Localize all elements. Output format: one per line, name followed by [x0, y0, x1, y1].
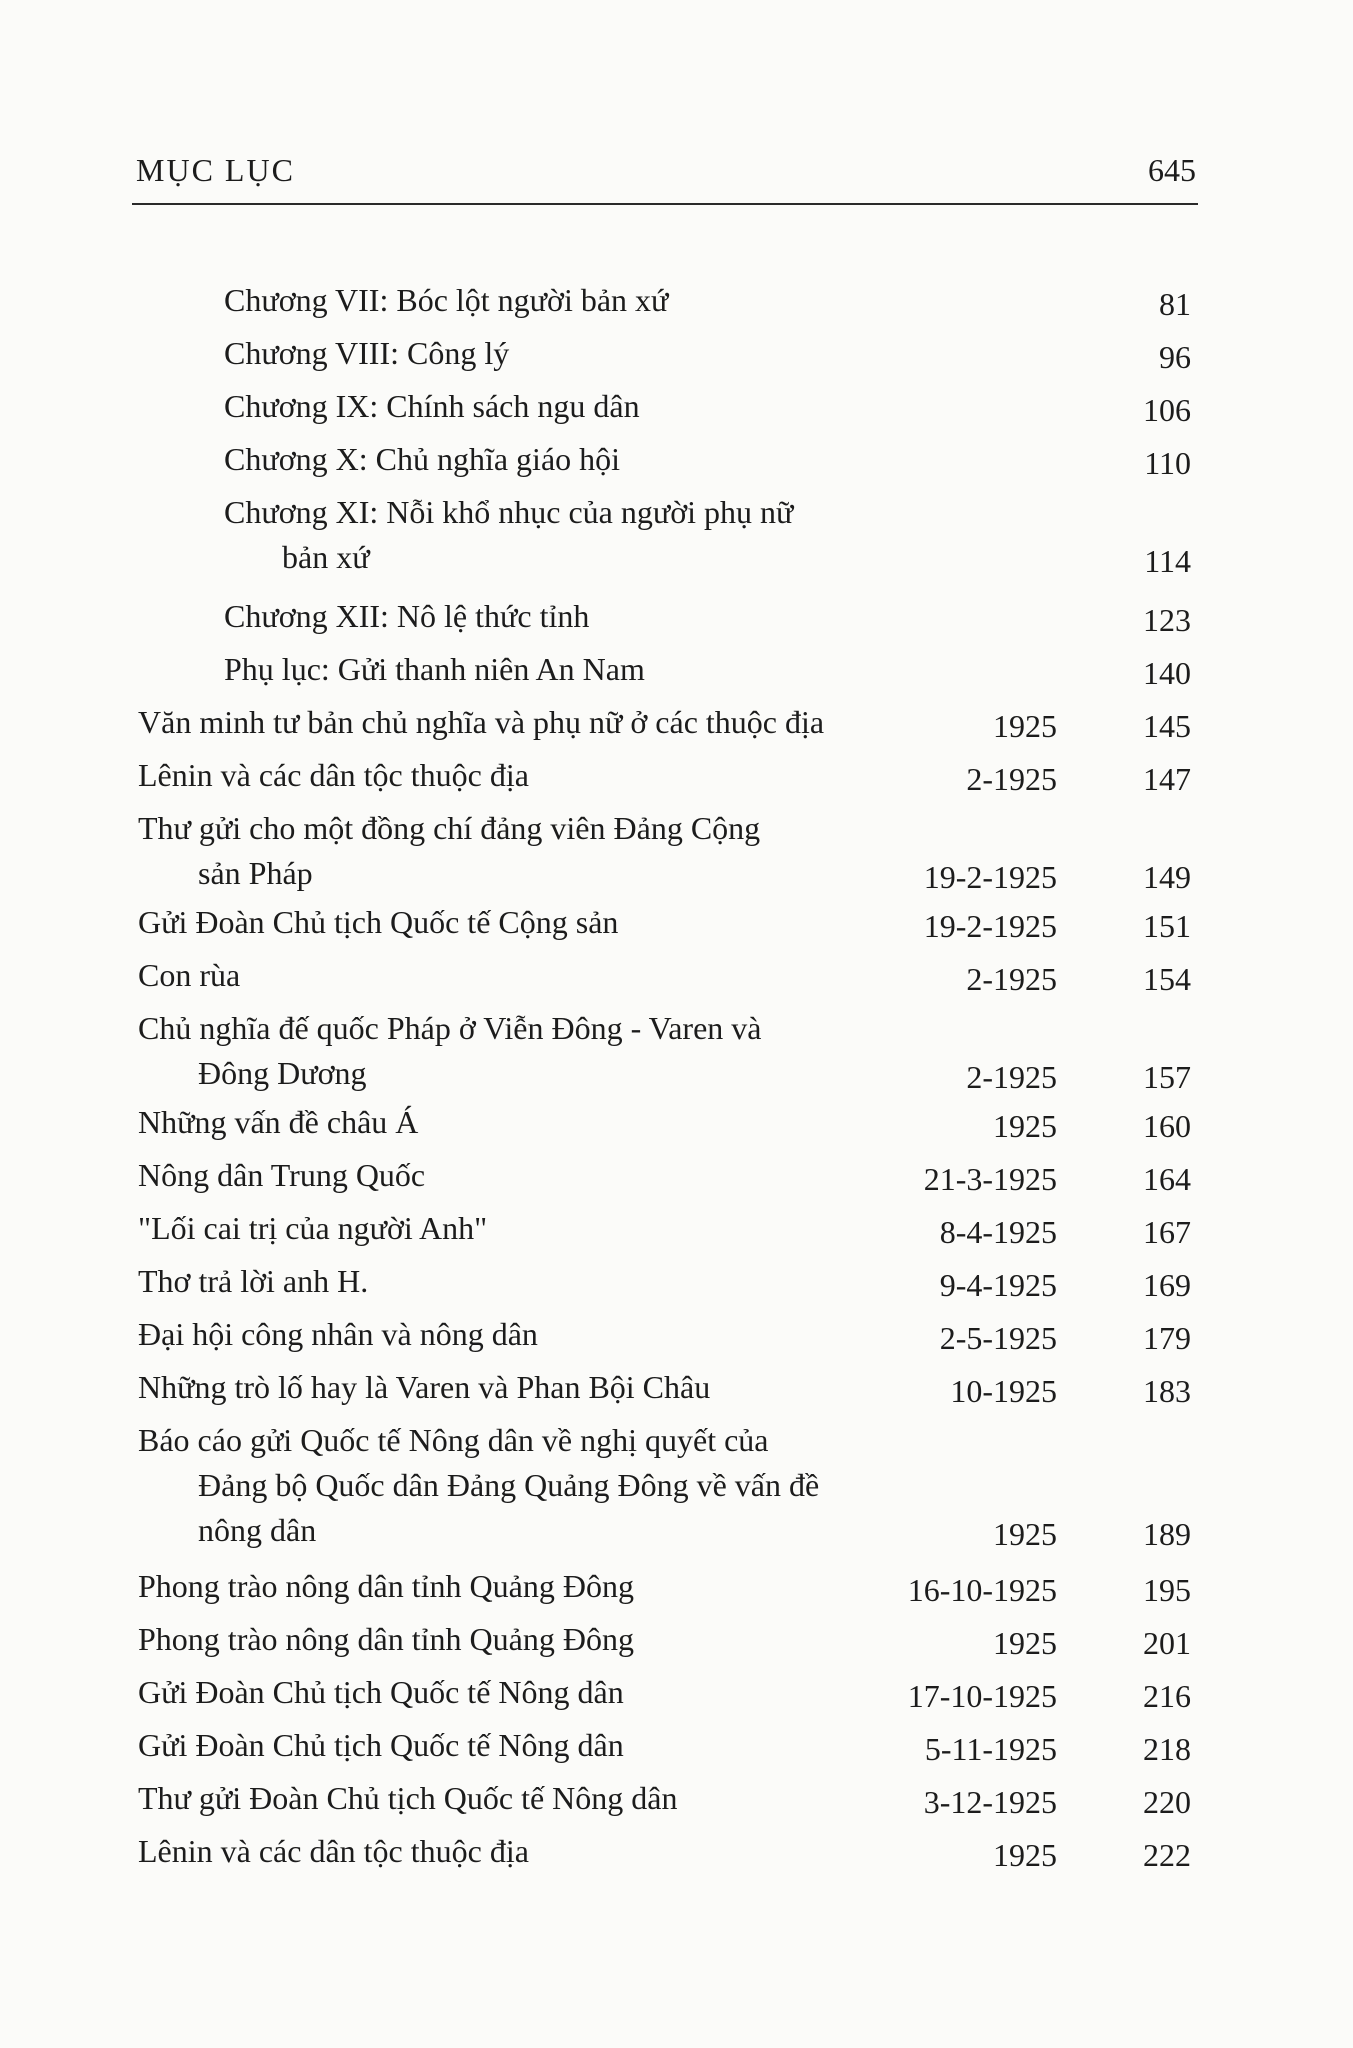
entry-title: [224, 490, 793, 580]
entry-page-number: 114: [1144, 543, 1191, 579]
entry-title: [224, 278, 668, 323]
entry-page-number: 157: [1143, 1059, 1191, 1095]
entry-title: [138, 953, 240, 998]
entry-title-line: Thơ trả lời anh H.: [138, 1263, 369, 1299]
entry-page-number: 81: [1159, 286, 1191, 322]
entry-title-line: Chương IX: Chính sách ngu dân: [224, 388, 640, 424]
entry-title-line: Chương VIII: Công lý: [224, 335, 510, 371]
entry-title: [138, 1259, 368, 1304]
entry-title: [138, 806, 760, 896]
entry-title: [138, 1564, 634, 1609]
entry-page-number: 167: [1143, 1214, 1191, 1250]
running-head: [136, 152, 1196, 202]
entry-title: [224, 594, 589, 639]
entry-page-number: 160: [1143, 1108, 1191, 1144]
entry-title-line: Chủ nghĩa đế quốc Pháp ở Viễn Đông - Varen và: [138, 1010, 762, 1046]
entry-page-number: 195: [1143, 1572, 1191, 1608]
entry-date: 2-1925: [966, 1059, 1057, 1095]
entry-date: 1925: [993, 1108, 1057, 1144]
header-rule: [132, 203, 1198, 205]
entry-title-line: Gửi Đoàn Chủ tịch Quốc tế Nông dân: [138, 1727, 624, 1763]
entry-title: [138, 1776, 677, 1821]
entry-page-number: 145: [1143, 708, 1191, 744]
entry-date: 17-10-1925: [907, 1678, 1057, 1714]
entry-page-number: 222: [1143, 1837, 1191, 1873]
entry-date: 1925: [993, 1625, 1057, 1661]
entry-title: [224, 437, 620, 482]
entry-title-line: Lênin và các dân tộc thuộc địa: [138, 1833, 529, 1869]
entry-date: 9-4-1925: [939, 1267, 1057, 1303]
entry-title: [138, 1723, 624, 1768]
entry-title: [138, 1006, 761, 1096]
entry-date: 10-1925: [950, 1373, 1057, 1409]
entry-title: [224, 647, 645, 692]
entry-page-number: 154: [1143, 961, 1191, 997]
entry-page-number: 216: [1143, 1678, 1191, 1714]
entry-date: 3-12-1925: [923, 1784, 1057, 1820]
entry-title: [224, 331, 509, 376]
entry-title-line: Phong trào nông dân tỉnh Quảng Đông: [138, 1621, 634, 1657]
entry-title: [138, 900, 618, 945]
entry-title: [138, 1617, 634, 1662]
entry-date: 2-1925: [966, 961, 1057, 997]
entry-date: 2-5-1925: [939, 1320, 1057, 1356]
entry-title-line: Con rùa: [138, 957, 241, 993]
entry-title-line: Những vấn đề châu Á: [138, 1104, 419, 1140]
entry-date: 2-1925: [966, 761, 1057, 797]
entry-title-line: Chương XII: Nô lệ thức tỉnh: [224, 598, 590, 634]
entry-date: 19-2-1925: [923, 859, 1057, 895]
entry-title-line: "Lối cai trị của người Anh": [138, 1210, 488, 1246]
entry-title-line: Báo cáo gửi Quốc tế Nông dân về nghị quyết của: [138, 1422, 769, 1458]
entry-title-continuation: Đông Dương: [198, 1055, 367, 1091]
entry-title-line: Chương VII: Bóc lột người bản xứ: [224, 282, 669, 318]
entry-title-continuation: bản xứ: [282, 539, 370, 575]
entry-page-number: 179: [1143, 1320, 1191, 1356]
running-title: MỤC LỤC: [136, 152, 295, 188]
entry-title-line: Gửi Đoàn Chủ tịch Quốc tế Cộng sản: [138, 904, 619, 940]
entry-date: 1925: [993, 708, 1057, 744]
entry-title-line: Nông dân Trung Quốc: [138, 1157, 426, 1193]
entry-page-number: 164: [1143, 1161, 1191, 1197]
entry-title-line: Gửi Đoàn Chủ tịch Quốc tế Nông dân: [138, 1674, 624, 1710]
entry-title: [224, 384, 640, 429]
entry-page-number: 218: [1143, 1731, 1191, 1767]
entry-page-number: 147: [1143, 761, 1191, 797]
entry-page-number: 149: [1143, 859, 1191, 895]
entry-title: [138, 1312, 538, 1357]
entry-date: 5-11-1925: [924, 1731, 1057, 1767]
entry-page-number: 201: [1143, 1625, 1191, 1661]
entry-title-line: Phong trào nông dân tỉnh Quảng Đông: [138, 1568, 634, 1604]
entry-title: [138, 1365, 710, 1410]
entry-page-number: 189: [1143, 1516, 1191, 1552]
entry-title: [138, 700, 824, 745]
entry-date: 1925: [993, 1516, 1057, 1552]
entry-page-number: 220: [1143, 1784, 1191, 1820]
entry-title-line: Đại hội công nhân và nông dân: [138, 1316, 538, 1352]
entry-page-number: 123: [1143, 602, 1191, 638]
entry-date: 19-2-1925: [923, 908, 1057, 944]
entry-page-number: 151: [1143, 908, 1191, 944]
entry-title: [138, 1153, 425, 1198]
entry-title-line: Phụ lục: Gửi thanh niên An Nam: [224, 651, 645, 687]
entry-title: [138, 1670, 624, 1715]
entry-title-line: Chương XI: Nỗi khổ nhục của người phụ nữ: [224, 494, 794, 530]
entry-page-number: 106: [1143, 392, 1191, 428]
entry-title: [138, 1829, 529, 1874]
entry-title: [138, 1418, 819, 1553]
entry-title-continuation: nông dân: [198, 1512, 317, 1548]
entry-title: [138, 753, 529, 798]
entry-page-number: 169: [1143, 1267, 1191, 1303]
entry-title-continuation: sản Pháp: [198, 855, 313, 891]
entry-title-line: Lênin và các dân tộc thuộc địa: [138, 757, 529, 793]
page-number: 645: [1148, 152, 1196, 188]
entry-title: [138, 1206, 487, 1251]
entry-date: 16-10-1925: [907, 1572, 1057, 1608]
entry-title-continuation: Đảng bộ Quốc dân Đảng Quảng Đông về vấn đề: [198, 1467, 820, 1503]
entry-title-line: Thư gửi cho một đồng chí đảng viên Đảng Cộng: [138, 810, 761, 846]
entry-date: 8-4-1925: [939, 1214, 1057, 1250]
entry-title-line: Văn minh tư bản chủ nghĩa và phụ nữ ở các thuộc địa: [138, 704, 825, 740]
entry-title-line: Chương X: Chủ nghĩa giáo hội: [224, 441, 621, 477]
entry-title-line: Những trò lố hay là Varen và Phan Bội Châu: [138, 1369, 711, 1405]
entry-page-number: 96: [1159, 339, 1191, 375]
entry-page-number: 110: [1144, 445, 1191, 481]
entry-page-number: 183: [1143, 1373, 1191, 1409]
entry-page-number: 140: [1143, 655, 1191, 691]
entry-title: [138, 1100, 418, 1145]
entry-title-line: Thư gửi Đoàn Chủ tịch Quốc tế Nông dân: [138, 1780, 678, 1816]
entry-date: 1925: [993, 1837, 1057, 1873]
entry-date: 21-3-1925: [923, 1161, 1057, 1197]
